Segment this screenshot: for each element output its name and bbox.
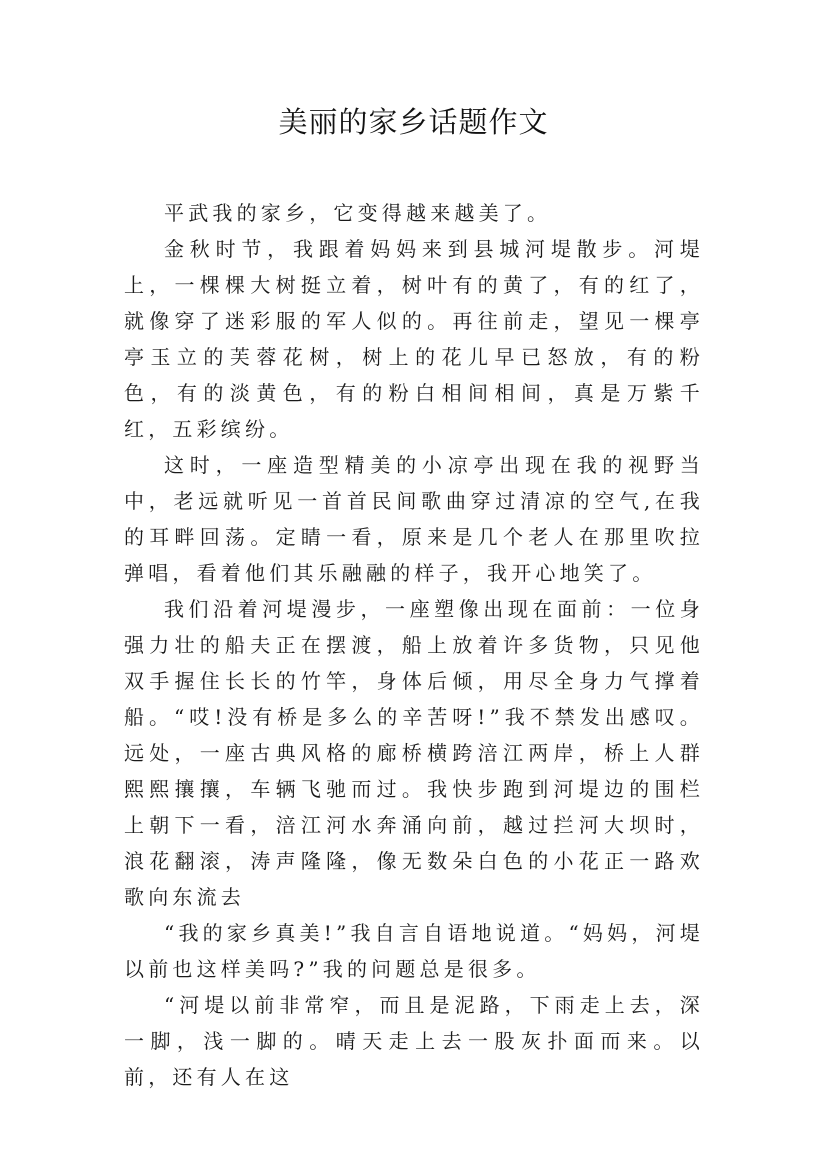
paragraph-3: 这时，一座造型精美的小凉亭出现在我的视野当中，老远就听见一首首民间歌曲穿过清凉的空气,在我的耳畔回荡。定睛一看，原来是几个老人在那里吹拉弹唱，看着他们其乐融融的样子，我开心地笑了。: [124, 453, 704, 585]
paragraph-5: “我的家乡真美!”我自言自语地说道。“妈妈，河堤以前也这样美吗?”我的问题总是很多。: [124, 921, 704, 981]
paragraph-4: 我们沿着河堤漫步，一座塑像出现在面前：一位身强力壮的船夫正在摆渡，船上放着许多货物，只见他双手握住长长的竹竿，身体后倾，用尽全身力气撑着船。“哎!没有桥是多么的辛苦呀!”我不禁发出感叹。远处，一座古典风格的廊桥横跨涪江两岸，桥上人群熙熙攘攘，车辆飞驰而过。我快步跑到河堤边的围栏上朝下一看，涪江河水奔涌向前，越过拦河大坝时，浪花翻滚，涛声隆隆，像无数朵白色的小花正一路欢歌向东流去: [124, 597, 704, 909]
paragraph-2: 金秋时节，我跟着妈妈来到县城河堤散步。河堤上，一棵棵大树挺立着，树叶有的黄了，有的红了，就像穿了迷彩服的军人似的。再往前走，望见一棵亭亭玉立的芙蓉花树，树上的花儿早已怒放，有的粉色，有的淡黄色，有的粉白相间相间，真是万紫千红，五彩缤纷。: [124, 237, 704, 441]
document-title: 美丽的家乡话题作文: [278, 105, 549, 139]
paragraph-1: 平武我的家乡，它变得越来越美了。: [164, 201, 552, 225]
paragraph-6: “河堤以前非常窄，而且是泥路，下雨走上去，深一脚，浅一脚的。晴天走上去一股灰扑面而来。以前，还有人在这: [124, 993, 704, 1089]
document-body: [124, 195, 704, 1095]
